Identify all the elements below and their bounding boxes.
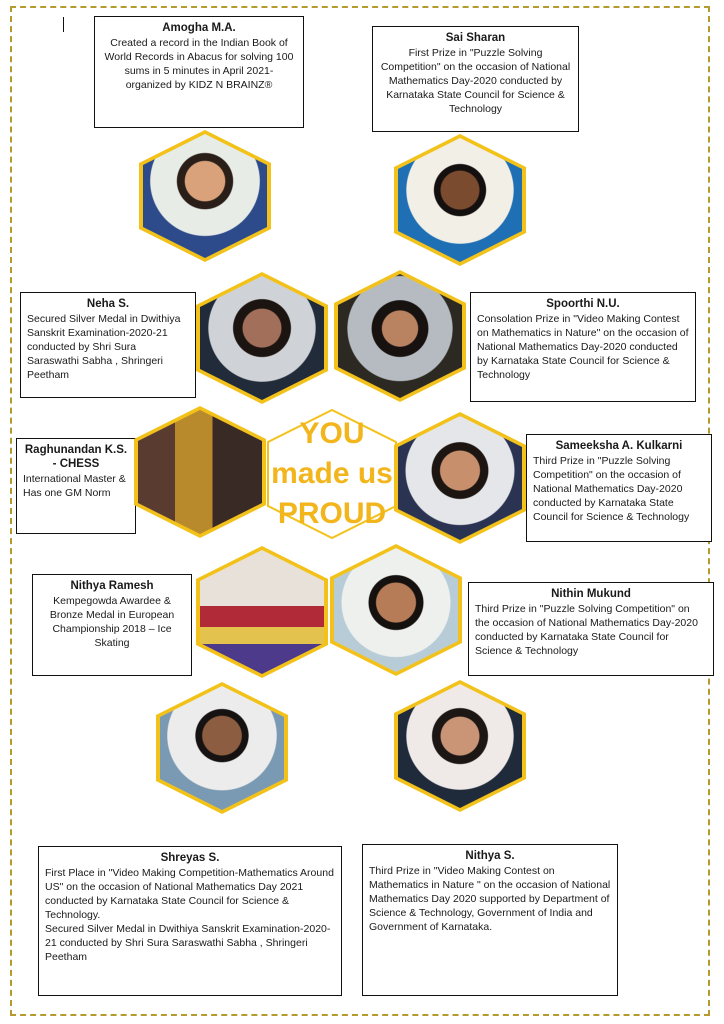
- achiever-name: Nithya Ramesh: [70, 580, 154, 592]
- caption-spoorthi: [470, 292, 696, 402]
- achiever-name: Shreyas S.: [160, 852, 220, 864]
- achiever-name: Sameeksha A. Kulkarni: [555, 440, 683, 452]
- achiever-desc: Secured Silver Medal in Dwithiya Sanskrit Examination-2020-21 conducted by Shri Sura Saraswathi Sabha , Shringeri Peetham: [27, 313, 181, 381]
- achiever-desc: Kempegowda Awardee & Bronze Medal in European Championship 2018 – Ice Skating: [49, 595, 175, 649]
- achiever-desc: Consolation Prize in "Video Making Contest on Mathematics in Nature" on the occasion of National Mathematics Day-2020 conducted by Karnataka State Council for Science & Technology: [477, 313, 689, 381]
- caption-nithya-ramesh: [32, 574, 192, 676]
- caption-nithin: [468, 582, 714, 676]
- achiever-name: Raghunandan K.S. - CHESS: [24, 444, 128, 470]
- achiever-name: Amogha M.A.: [162, 22, 236, 34]
- achiever-desc: First Prize in "Puzzle Solving Competition" on the occasion of National Mathematics Day-2020 conducted by Karnataka State Council for Science & Technology: [380, 47, 571, 115]
- achiever-desc-2: Secured Silver Medal in Dwithiya Sanskrit Examination-2020-21 conducted by Shri Sura Saraswathi Sabha , Shringeri Peetham: [45, 923, 331, 963]
- achiever-name: Spoorthi N.U.: [546, 298, 620, 310]
- achiever-name: Sai Sharan: [445, 32, 506, 44]
- caption-shreyas: [38, 846, 342, 996]
- slogan: [262, 414, 402, 534]
- achiever-name: Nithya S.: [465, 850, 515, 862]
- caption-amogha: [94, 16, 304, 128]
- achiever-desc: First Place in "Video Making Competition-Mathematics Around US" on the occasion of National Mathematics Day 2021 conducted by Karnataka State Council for Science & Technology.: [45, 867, 334, 921]
- achiever-name: Nithin Mukund: [551, 588, 631, 600]
- achiever-name: Neha S.: [86, 298, 130, 310]
- caption-sameeksha: [526, 434, 712, 542]
- caption-raghunandan: [16, 438, 136, 534]
- achiever-desc: Third Prize in "Puzzle Solving Competition" on the occasion of National Mathematics Day-2020 conducted by Karnataka State Council for Science & Technology: [475, 603, 698, 657]
- slogan-line-3: PROUD: [277, 497, 387, 530]
- achiever-desc: Third Prize in "Puzzle Solving Competition" on the occasion of National Mathematics Day-2020 conducted by Karnataka State Council for Science & Technology: [533, 455, 690, 523]
- achiever-desc: Created a record in the Indian Book of World Records in Abacus for solving 100 sums in 5 minutes in April 2021- organized by KIDZ N BRAINZ®: [104, 37, 294, 91]
- achiever-desc: International Master & Has one GM Norm: [23, 473, 126, 499]
- slogan-line-1: YOU: [299, 417, 365, 450]
- caption-neha: [20, 292, 196, 398]
- text-cursor: [63, 17, 64, 32]
- slogan-line-2: made us: [271, 457, 393, 490]
- caption-sai-sharan: [372, 26, 579, 132]
- caption-nithya-s: [362, 844, 618, 996]
- achiever-desc: Third Prize in "Video Making Contest on Mathematics in Nature " on the occasion of National Mathematics Day 2020 supported by Department of Science & Technology, Government of India and Government of Karnataka.: [369, 865, 611, 933]
